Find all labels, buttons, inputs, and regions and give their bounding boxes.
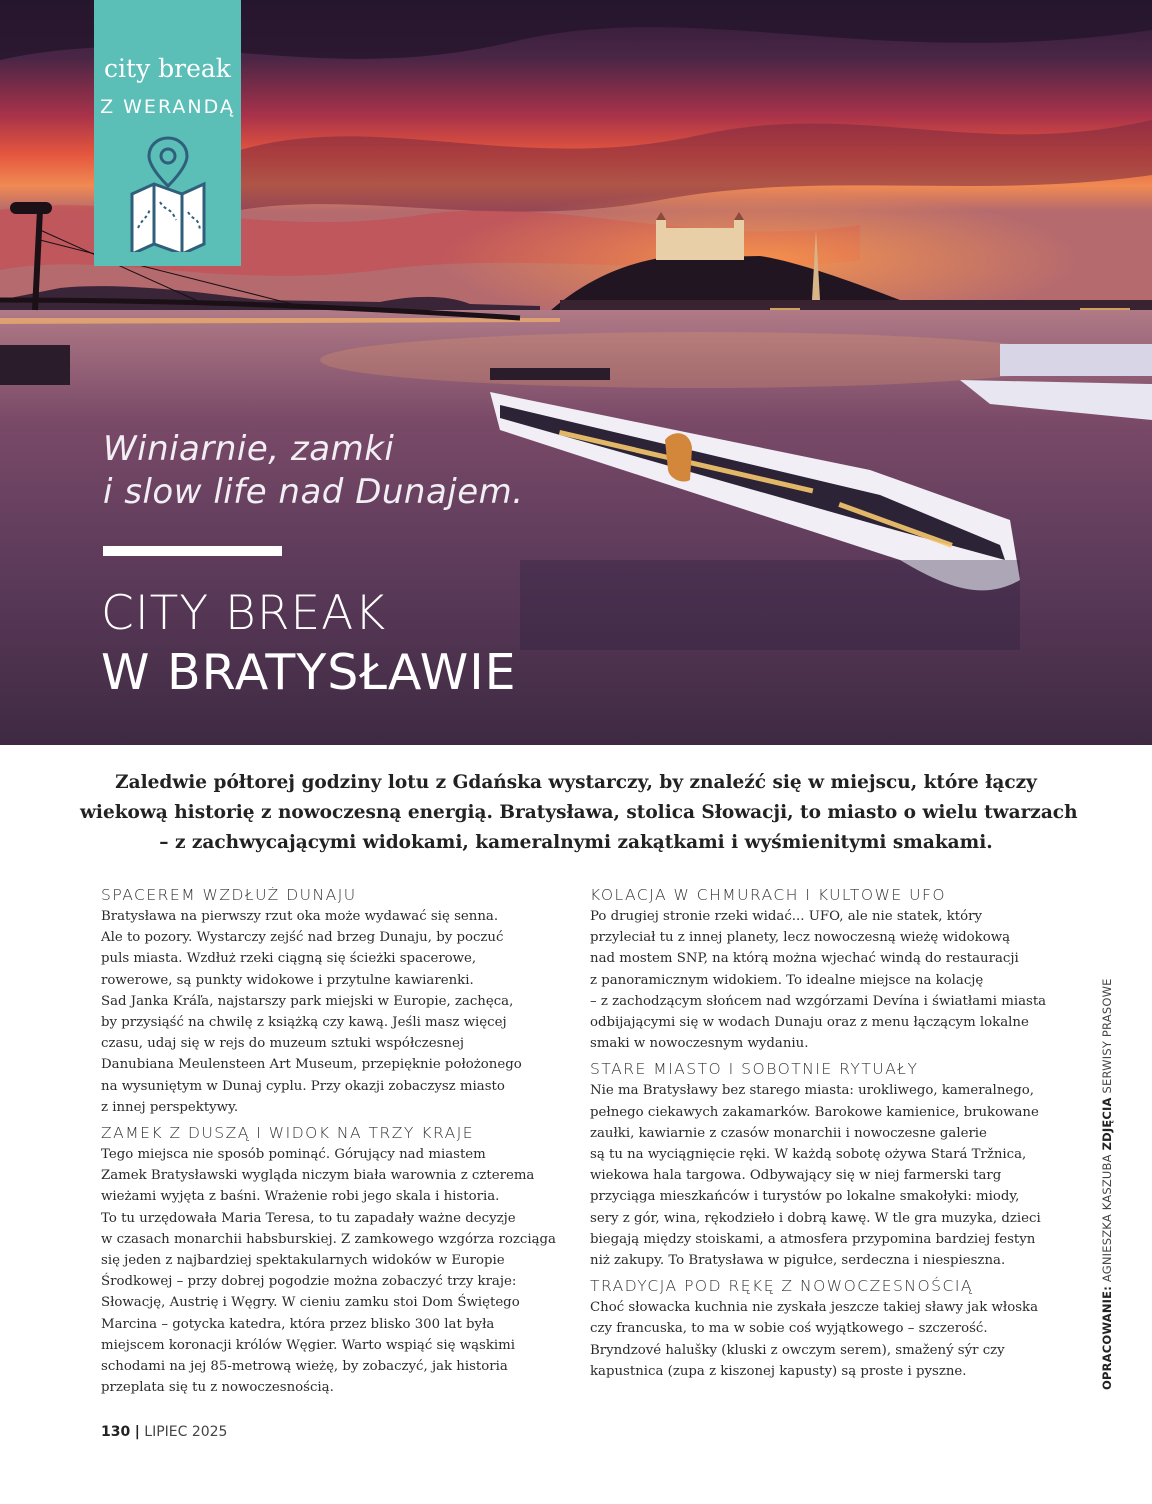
lead-line: Zaledwie półtorej godziny lotu z Gdańska wystarczy, by znaleźć się w miejscu, które łączy bbox=[115, 772, 1037, 793]
body-line: smaki w nowoczesnym wydaniu. bbox=[590, 1036, 809, 1052]
body-line: rowerowe, są punkty widokowe i przytulne kawiarenki. bbox=[101, 972, 474, 988]
lead-paragraph bbox=[80, 768, 1078, 858]
badge-line1: city break bbox=[104, 54, 231, 83]
body-line: przyciąga mieszkańców i turystów po lokalne smakołyki: miody, bbox=[590, 1189, 1020, 1205]
body-line: by przysiąść na chwilę z książką czy kawą. Jeśli masz więcej bbox=[101, 1015, 507, 1031]
body-line: biegają między stoiskami, a atmosfera przypomina bardziej festyn bbox=[590, 1231, 1036, 1247]
body-line: na wysuniętym w Dunaj cyplu. Przy okazji zobaczysz miasto bbox=[101, 1078, 505, 1094]
body-line: kapustnica (zupa z kiszonej kapusty) są proste i pyszne. bbox=[590, 1363, 967, 1379]
body-line: Słowację, Austrię i Węgry. W cieniu zamku stoi Dom Świętego bbox=[101, 1295, 520, 1311]
body-line: Bryndzové halušky (kluski z owczym serem), smažený sýr czy bbox=[590, 1342, 1005, 1358]
body-line: przeplata się tu z nowoczesnością. bbox=[101, 1380, 334, 1396]
body-line: Sad Janka Kráľa, najstarszy park miejski w Europie, zachęca, bbox=[101, 993, 514, 1009]
body-line: przyleciał tu z innej planety, lecz nowoczesną wieżę widokową bbox=[590, 930, 1011, 946]
body-line: w czasach monarchii habsburskiej. Z zamkowego wzgórza rozciąga bbox=[101, 1231, 556, 1247]
page-title-line2: W BRATYSŁAWIE bbox=[101, 644, 517, 701]
section-body-tradition bbox=[590, 1297, 1076, 1382]
credit-label-text: OPRACOWANIE: bbox=[1100, 1285, 1114, 1390]
section-body-danube bbox=[101, 906, 581, 1118]
body-line: są tu na wyciągnięcie ręki. W każdą sobotę ożywa Stará Tržnica, bbox=[590, 1147, 1027, 1163]
body-line: puls miasta. Wzdłuż rzeki ciągną się ścieżki spacerowe, bbox=[101, 951, 477, 967]
right-column bbox=[590, 884, 1076, 1386]
page-number: 130 bbox=[101, 1424, 131, 1440]
body-line: Zamek Bratysławski wygląda niczym biała warownia z czterema bbox=[101, 1168, 535, 1184]
body-line: odbijającymi się w wodach Dunaju oraz z menu łączącym lokalne bbox=[590, 1015, 1029, 1031]
body-line: wieżami wyjęta z baśni. Wrażenie robi jego skala i historia. bbox=[101, 1189, 500, 1205]
footer-separator: | bbox=[134, 1424, 140, 1440]
section-title-danube: SPACEREM WZDŁUŻ DUNAJU bbox=[101, 886, 357, 904]
body-line: Ale to pozory. Wystarczy zejść nad brzeg Dunaju, by poczuć bbox=[101, 930, 504, 946]
body-line: Danubiana Meulensteen Art Museum, przepięknie położonego bbox=[101, 1057, 522, 1073]
title-rule bbox=[103, 546, 282, 556]
photo-credits bbox=[1100, 978, 1114, 1390]
body-line: Marcina – gotycka katedra, która przez blisko 300 lat była bbox=[101, 1316, 495, 1332]
section-title-ufo: KOLACJA W CHMURACH I KULTOWE UFO bbox=[590, 886, 947, 904]
lead-line: – z zachwycającymi widokami, kameralnymi zakątkami i wyśmienitymi smakami. bbox=[159, 832, 993, 853]
body-line: wiekowa hala targowa. Odbywający się w niej farmerski targ bbox=[590, 1168, 1002, 1184]
body-line: czy francuska, to ma w sobie coś wyjątkowego – szczerość. bbox=[590, 1321, 988, 1337]
credit-photos: SERWISY PRASOWE bbox=[1100, 978, 1114, 1094]
hero-tagline bbox=[103, 428, 524, 514]
body-line: zaułki, kawiarnie z czasów monarchii i nowoczesne galerie bbox=[590, 1125, 987, 1141]
body-line: sery z gór, wina, rękodzieło i dobrą kawę. W tle gra muzyka, dzieci bbox=[590, 1210, 1041, 1226]
tagline-line1: Winiarnie, zamki bbox=[103, 429, 395, 469]
body-line: schodami na jej 85-metrową wieżę, by zobaczyć, jak historia bbox=[101, 1359, 508, 1375]
left-column bbox=[101, 884, 581, 1402]
page-title-line1: CITY BREAK bbox=[101, 586, 387, 641]
lead-line: wiekową historię z nowoczesną energią. Bratysława, stolica Słowacji, to miasto o wielu twarzach bbox=[80, 802, 1078, 823]
section-body-old-town bbox=[590, 1080, 1076, 1271]
badge-line2: Z WERANDĄ bbox=[100, 96, 235, 118]
hero-photo bbox=[0, 0, 1152, 745]
section-body-ufo bbox=[590, 906, 1076, 1054]
section-title-old-town: STARE MIASTO I SOBOTNIE RYTUAŁY bbox=[590, 1060, 919, 1079]
body-line: niż zakupy. To Bratysława w pigułce, serdeczna i niespieszna. bbox=[590, 1253, 1006, 1269]
page-footer bbox=[101, 1424, 227, 1440]
section-title-castle: ZAMEK Z DUSZĄ I WIDOK NA TRZY KRAJE bbox=[101, 1124, 475, 1143]
body-line: pełnego ciekawych zakamarków. Barokowe kamienice, brukowane bbox=[590, 1104, 1039, 1120]
body-line: Bratysława na pierwszy rzut oka może wydawać się senna. bbox=[101, 909, 499, 924]
body-line: Nie ma Bratysławy bez starego miasta: urokliwego, kameralnego, bbox=[590, 1083, 1034, 1099]
section-body-castle bbox=[101, 1144, 581, 1398]
body-line: Tego miejsca nie sposób pominąć. Górujący nad miastem bbox=[101, 1147, 486, 1163]
section-title-tradition: TRADYCJA POD RĘKĘ Z NOWOCZESNOŚCIĄ bbox=[590, 1277, 974, 1296]
body-line: z panoramicznym widokiem. To idealne miejsce na kolację bbox=[590, 972, 984, 988]
body-line: Po drugiej stronie rzeki widać... UFO, ale nie statek, który bbox=[590, 909, 982, 924]
body-line: miejscem koronacji królów Węgier. Warto wspiąć się wąskimi bbox=[101, 1337, 516, 1353]
body-line: Środkowej – przy dobrej pogodzie można zobaczyć trzy kraje: bbox=[101, 1274, 517, 1290]
body-line: się jeden z najbardziej spektakularnych widoków w Europie bbox=[101, 1253, 505, 1269]
body-line: To tu urzędowała Maria Teresa, to tu zapadały ważne decyzje bbox=[101, 1210, 516, 1226]
body-line: czasu, udaj się w rejs do muzeum sztuki współczesnej bbox=[101, 1036, 464, 1052]
issue-date: LIPIEC 2025 bbox=[144, 1424, 228, 1440]
credit-author: AGNIESZKA KASZUBA bbox=[1100, 1154, 1114, 1283]
category-badge bbox=[94, 0, 241, 266]
body-line: Choć słowacka kuchnia nie zyskała jeszcze takiej sławy jak włoska bbox=[590, 1300, 1039, 1316]
credit-label-photos: ZDJĘCIA bbox=[1100, 1097, 1114, 1151]
body-line: nad mostem SNP, na którą można wjechać windą do restauracji bbox=[590, 951, 1019, 967]
map-pin-icon bbox=[128, 132, 208, 252]
tagline-line2: i slow life nad Dunajem. bbox=[103, 472, 524, 512]
body-line: – z zachodzącym słońcem nad wzgórzami Devína i światłami miasta bbox=[590, 993, 1047, 1009]
body-line: z innej perspektywy. bbox=[101, 1099, 239, 1115]
